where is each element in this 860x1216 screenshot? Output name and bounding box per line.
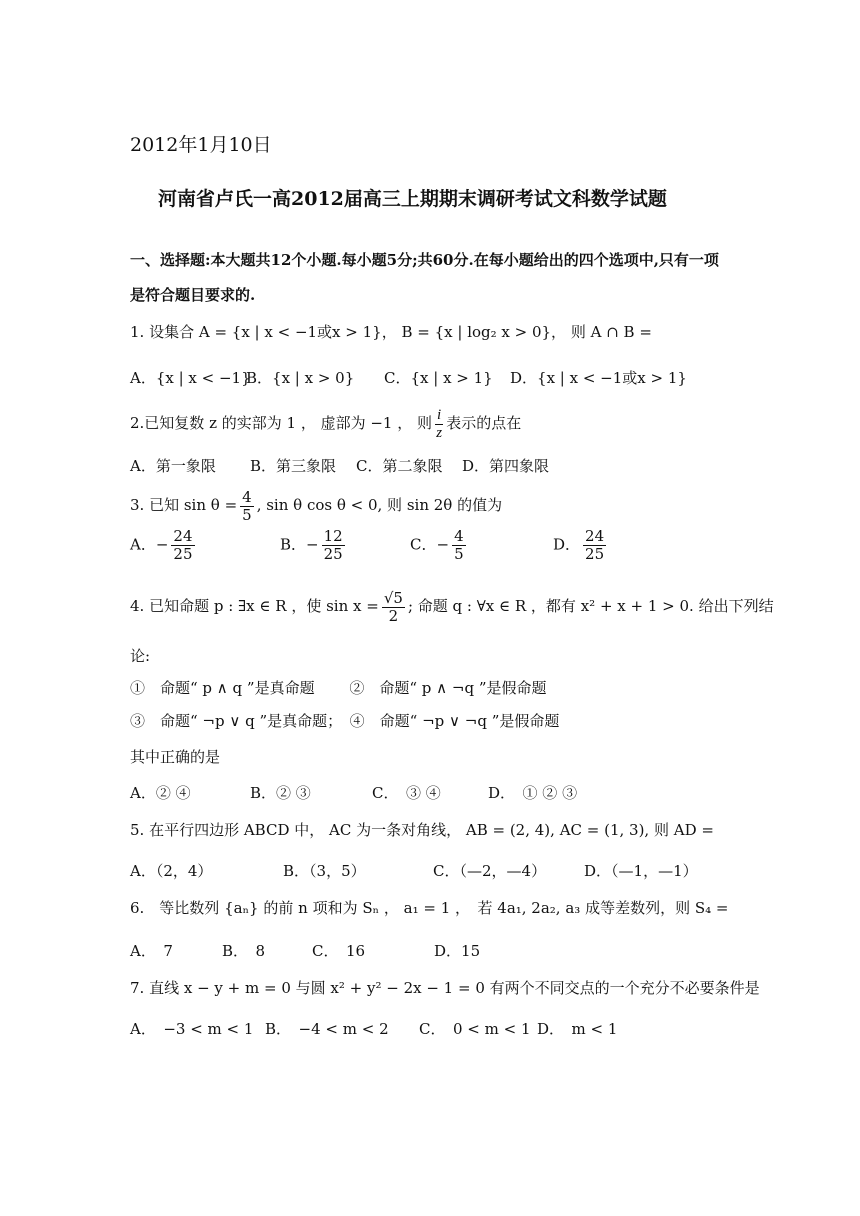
question-4-stem-b: ; 命题 q : ∀x ∈ R ，都有 x² + x + 1 > 0. 给出下列结 [407,597,774,615]
option-fraction [452,528,466,563]
question-7-option-b: B． −4 < m < 2 [265,1020,389,1038]
question-2-option-c: C．第二象限 [356,457,443,475]
question-1-option-c: C．{x | x > 1} [384,369,493,387]
option-label: C． [410,535,437,554]
question-3-fraction [240,489,254,524]
option-frac-num: 24 [585,527,605,545]
question-5-option-c: C．（—2，—4） [433,862,547,880]
question-3-option-c [410,528,469,563]
question-7-option-c: C． 0 < m < 1 [419,1020,531,1038]
option-sign: − [436,535,450,554]
question-2-frac-num: i [437,406,442,423]
question-4-fraction [382,590,405,625]
question-3-stem-a: 3. 已知 sin θ = [130,496,238,514]
question-2-option-b: B．第三象限 [250,457,337,475]
exam-date: 2012年1月10日 [130,134,272,156]
question-2-option-d: D．第四象限 [462,457,550,475]
option-frac-den: 5 [454,545,464,563]
question-2-option-a: A．第一象限 [130,457,216,475]
question-4-stem-a: 4. 已知命题 p : ∃x ∈ R ，使 sin x = [130,597,379,615]
question-5-option-a: A．（2，4） [130,862,213,880]
question-7-option-d: D． m < 1 [537,1020,618,1038]
question-4-ask: 其中正确的是 [130,748,221,766]
question-3-option-b [280,528,348,563]
question-6-option-b: B． 8 [222,942,266,960]
question-4-items-line2: ③ 命题“ ¬p ∨ q ”是真命题； ④ 命题“ ¬p ∨ ¬q ”是假命题 [130,712,560,730]
question-4-option-d: D． ① ② ③ [488,784,578,802]
question-3-option-d [553,528,609,563]
exam-title: 河南省卢氏一高2012届高三上期期末调研考试文科数学试题 [158,188,667,210]
question-1-option-b: B．{x | x > 0} [246,369,355,387]
question-2-fraction [435,407,443,442]
question-4-option-a: A．② ④ [130,784,191,802]
question-4-frac-num: √5 [383,588,403,607]
option-fraction [171,528,194,563]
option-frac-den: 25 [173,545,193,563]
option-frac-num: 4 [454,527,464,545]
question-7-stem: 7. 直线 x − y + m = 0 与圆 x² + y² − 2x − 1 = 0 有两个不同交点的一个充分不必要条件是 [130,979,760,997]
question-4-stem [130,586,774,626]
option-frac-num: 12 [323,527,343,545]
option-fraction [322,528,345,563]
option-label: A． [130,535,156,554]
option-frac-num: 24 [173,527,193,545]
question-4-items-line1: ① 命题“ p ∧ q ”是真命题 ② 命题“ p ∧ ¬q ”是假命题 [130,679,547,697]
question-6-stem: 6. 等比数列 {aₙ} 的前 n 项和为 Sₙ ， a₁ = 1 ， 若 4a₁, 2a₂, a₃ 成等差数列，则 S₄ = [130,899,729,917]
option-sign: − [155,535,169,554]
question-3-stem [130,485,502,525]
question-5-option-d: D．（—1，—1） [584,862,698,880]
question-3-option-a [130,528,198,563]
question-2-stem [130,403,521,443]
question-7-option-a: A． −3 < m < 1 [130,1020,254,1038]
question-2-frac-den: z [436,424,443,441]
option-frac-den: 25 [323,545,343,563]
question-4-frac-den: 2 [388,606,399,625]
question-3-frac-den: 5 [242,505,252,524]
question-6-option-d: D．15 [434,942,481,960]
question-2-stem-a: 2.已知复数 z 的实部为 1 ， 虚部为 −1 ， 则 [130,414,433,432]
question-6-option-c: C． 16 [312,942,366,960]
option-sign: − [306,535,319,554]
question-4-option-b: B．② ③ [250,784,311,802]
section-heading-line2: 是符合题目要求的. [130,286,256,304]
question-5-option-b: B．（3，5） [283,862,366,880]
option-fraction [583,528,606,563]
question-1-option-a: A．{x | x < −1} [130,369,251,387]
option-frac-den: 25 [585,545,605,563]
question-3-frac-num: 4 [242,487,252,506]
question-2-stem-b: 表示的点在 [446,414,522,432]
question-1-stem: 1. 设集合 A = {x | x < −1或x > 1}， B = {x | log₂ x > 0}， 则 A ∩ B = [130,323,652,341]
question-6-option-a: A． 7 [130,942,173,960]
question-3-stem-b: , sin θ cos θ < 0, 则 sin 2θ 的值为 [256,496,503,514]
question-5-stem: 5. 在平行四边形 ABCD 中， AC 为一条对角线， AB = (2, 4), AC = (1, 3), 则 AD = [130,821,714,839]
option-label: D． [553,535,581,554]
question-4-stem-c: 论: [130,647,151,665]
option-label: B． [280,535,307,554]
question-1-option-d: D．{x | x < −1或x > 1} [510,369,687,387]
section-heading-line1: 一、选择题:本大题共12个小题.每小题5分;共60分.在每小题给出的四个选项中,只有一项 [130,251,719,269]
question-4-option-c: C． ③ ④ [372,784,441,802]
